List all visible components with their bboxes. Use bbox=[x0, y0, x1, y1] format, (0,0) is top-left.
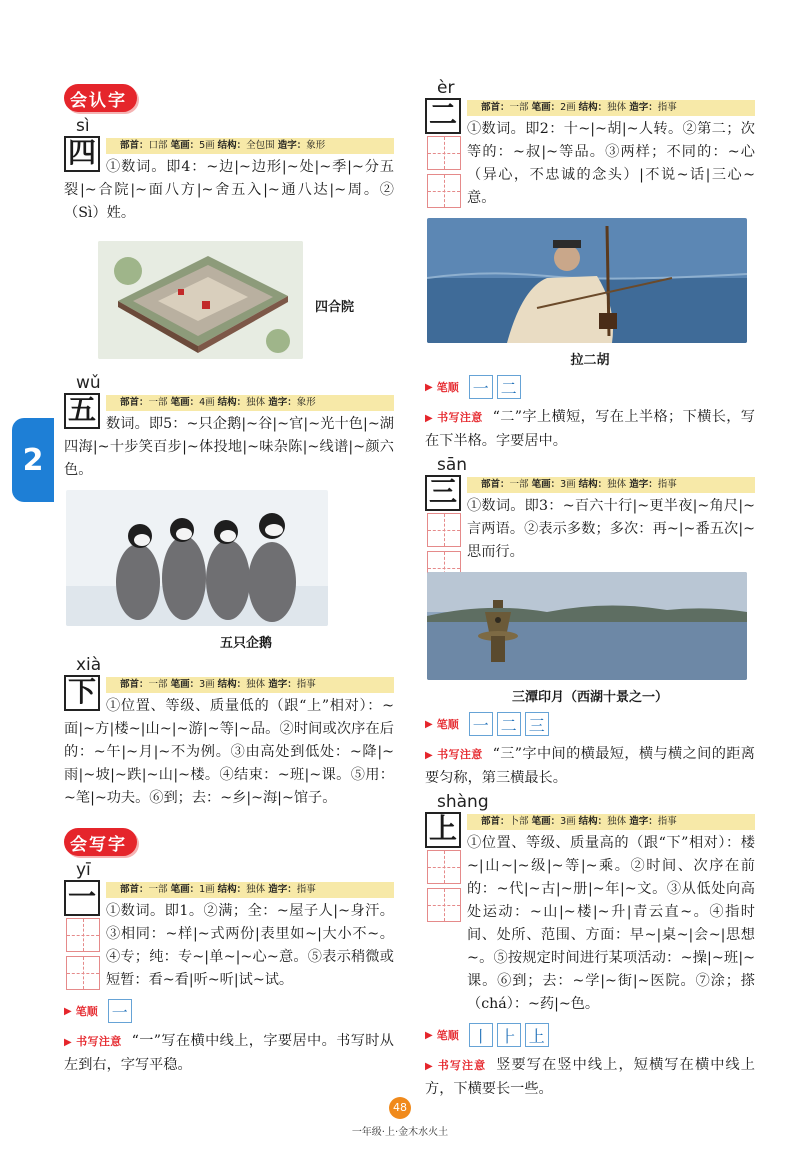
stroke-step: 一 bbox=[469, 375, 493, 399]
pinyin: sān bbox=[437, 455, 468, 475]
pinyin: èr bbox=[437, 78, 455, 98]
stroke-step: 上 bbox=[525, 1023, 549, 1047]
definition: ①数词。即2：十~|~胡|~人转。②第二；次等的：~叔|~等品。③两样；不同的：~心（异心，不忠诚的念头）|不说~话|三心~意。 bbox=[467, 121, 755, 206]
writing-note: ▶ 书写注意 竖要写在竖中线上，短横写在横中线上方，下横要长一些。 bbox=[425, 1057, 755, 1097]
stroke-step: 一 bbox=[108, 999, 132, 1023]
definition: ①位置、等级、质量低的（跟“上”相对）：~面|~方|楼~|山~|~游|~等|~品。②时间或次序在后的：~午|~月|~不为例。③由高处到低处：~降|~雨|~坡|~跌|~山|~楼。④结束：~班|~课。⑤用：~笔|~功夫。⑥到；去：~乡|~海|~馆子。 bbox=[64, 698, 394, 806]
stroke-step: 丨 bbox=[469, 1023, 493, 1047]
character: 五 bbox=[64, 393, 100, 429]
pinyin: sì bbox=[76, 116, 90, 136]
character: 上 bbox=[425, 812, 461, 848]
stroke-step: 一 bbox=[469, 712, 493, 736]
character: 四 bbox=[64, 136, 100, 172]
image-caption: 拉二胡 bbox=[570, 353, 610, 368]
page-number: 48 bbox=[389, 1097, 411, 1119]
arrow-icon: ▶ bbox=[425, 750, 434, 761]
entry-er bbox=[425, 78, 755, 453]
siheyuan-image bbox=[98, 241, 303, 359]
pinyin: shàng bbox=[437, 792, 489, 812]
arrow-icon: ▶ bbox=[425, 1061, 434, 1072]
arrow-icon: ▶ bbox=[64, 1005, 72, 1017]
arrow-icon: ▶ bbox=[425, 381, 433, 393]
left-column bbox=[64, 84, 394, 1077]
entry-yi bbox=[64, 860, 394, 1077]
definition: ①数词。即3：~百六十行|~更半夜|~角尺|~言两语。②表示多数；多次：再~|~番五次|~思而行。 bbox=[467, 498, 755, 560]
stroke-order: ▶ 笔顺 丨 ⺊ 上 bbox=[425, 1022, 755, 1048]
stroke-step: 三 bbox=[525, 712, 549, 736]
char-meta: 部首：一部 笔画：4画 结构：独体 造字：象形 bbox=[106, 395, 394, 411]
writing-note: ▶ 书写注意 “一”写在横中线上，字要居中。书写时从左到右，字写平稳。 bbox=[64, 1033, 394, 1073]
entry-xia bbox=[64, 655, 394, 810]
page-footer bbox=[0, 1096, 800, 1138]
writing-note: ▶ 书写注意 “二”字上横短，写在上半格；下横长，写在下半格。字要居中。 bbox=[425, 409, 755, 449]
writing-grid bbox=[427, 136, 461, 212]
character: 下 bbox=[64, 675, 100, 711]
pinyin: wǔ bbox=[76, 373, 101, 393]
penguins-image bbox=[66, 490, 328, 626]
char-meta: 部首：一部 笔画：1画 结构：独体 造字：指事 bbox=[106, 882, 394, 898]
char-meta: 部首：一部 笔画：3画 结构：独体 造字：指事 bbox=[106, 677, 394, 693]
unit-tab: 2 bbox=[12, 418, 54, 502]
section-heading-recognize: 会认字 bbox=[64, 84, 137, 112]
definition: 数词。即5：~只企鹅|~谷|~官|~光十色|~湖四海|~十步笑百步|~体投地|~味杂陈|~线谱|~颜六色。 bbox=[64, 416, 394, 478]
stroke-order: ▶ 笔顺 一 二 bbox=[425, 374, 755, 400]
definition: ①位置、等级、质量高的（跟“下”相对）：楼~|山~|~级|~等|~乘。②时间、次序在前的：~代|~古|~册|~年|~文。③从低处向高处运动：~山|~楼|~升|青云直~。④指时间、处所、范围、方面：早~|桌~|会~|思想~。⑤按规定时间进行某项活动：~操|~班|~课。⑥到；去：~学|~街|~医院。⑦涂；搽（chá）：~药|~色。 bbox=[467, 835, 755, 1012]
footer-text: 一年级·上·金木水火土 bbox=[351, 1127, 449, 1138]
character: 二 bbox=[425, 98, 461, 134]
writing-note: ▶ 书写注意 “三”字中间的横最短，横与横之间的距离要匀称，第三横最长。 bbox=[425, 746, 755, 786]
arrow-icon: ▶ bbox=[425, 718, 433, 730]
arrow-icon: ▶ bbox=[425, 1029, 433, 1041]
character: 三 bbox=[425, 475, 461, 511]
stroke-step: 二 bbox=[497, 375, 521, 399]
stroke-step: ⺊ bbox=[497, 1023, 521, 1047]
image-caption: 四合院 bbox=[315, 300, 355, 315]
pinyin: yī bbox=[76, 860, 91, 880]
pinyin: xià bbox=[76, 655, 102, 675]
definition: ①数词。即4：~边|~边形|~处|~季|~分五裂|~合院|~面八方|~舍五入|~通八达|~周。②（Sì）姓。 bbox=[64, 159, 394, 221]
character: 一 bbox=[64, 880, 100, 916]
char-meta: 部首：口部 笔画：5画 结构：全包围 造字：象形 bbox=[106, 138, 394, 154]
arrow-icon: ▶ bbox=[425, 413, 434, 424]
entry-shang bbox=[425, 792, 755, 1101]
char-meta: 部首：卜部 笔画：3画 结构：独体 造字：指事 bbox=[467, 814, 755, 830]
stroke-step: 二 bbox=[497, 712, 521, 736]
arrow-icon: ▶ bbox=[64, 1037, 73, 1048]
section-heading-write: 会写字 bbox=[64, 828, 137, 856]
stroke-order: ▶ 笔顺 一 bbox=[64, 998, 394, 1024]
image-caption: 五只企鹅 bbox=[219, 636, 272, 651]
writing-grid bbox=[66, 918, 100, 994]
writing-grid bbox=[427, 850, 461, 926]
char-meta: 部首：一部 笔画：3画 结构：独体 造字：指事 bbox=[467, 477, 755, 493]
erhu-image bbox=[427, 218, 747, 343]
entry-wu bbox=[64, 373, 394, 651]
image-caption: 三潭印月（西湖十景之一） bbox=[511, 690, 668, 705]
entry-san bbox=[425, 455, 755, 790]
right-column bbox=[425, 78, 755, 1101]
definition: ①数词。即1。②满；全：~屋子人|~身汗。③相同：~样|~式两份|表里如~|大小不~。④专；纯：专~|单~|~心~意。⑤表示稍微或短暂：看~看|听~听|试~试。 bbox=[106, 903, 394, 988]
stroke-order: ▶ 笔顺 一 二 三 bbox=[425, 711, 755, 737]
entry-si bbox=[64, 116, 394, 359]
char-meta: 部首：一部 笔画：2画 结构：独体 造字：指事 bbox=[467, 100, 755, 116]
santan-yinyue-image bbox=[427, 572, 747, 680]
